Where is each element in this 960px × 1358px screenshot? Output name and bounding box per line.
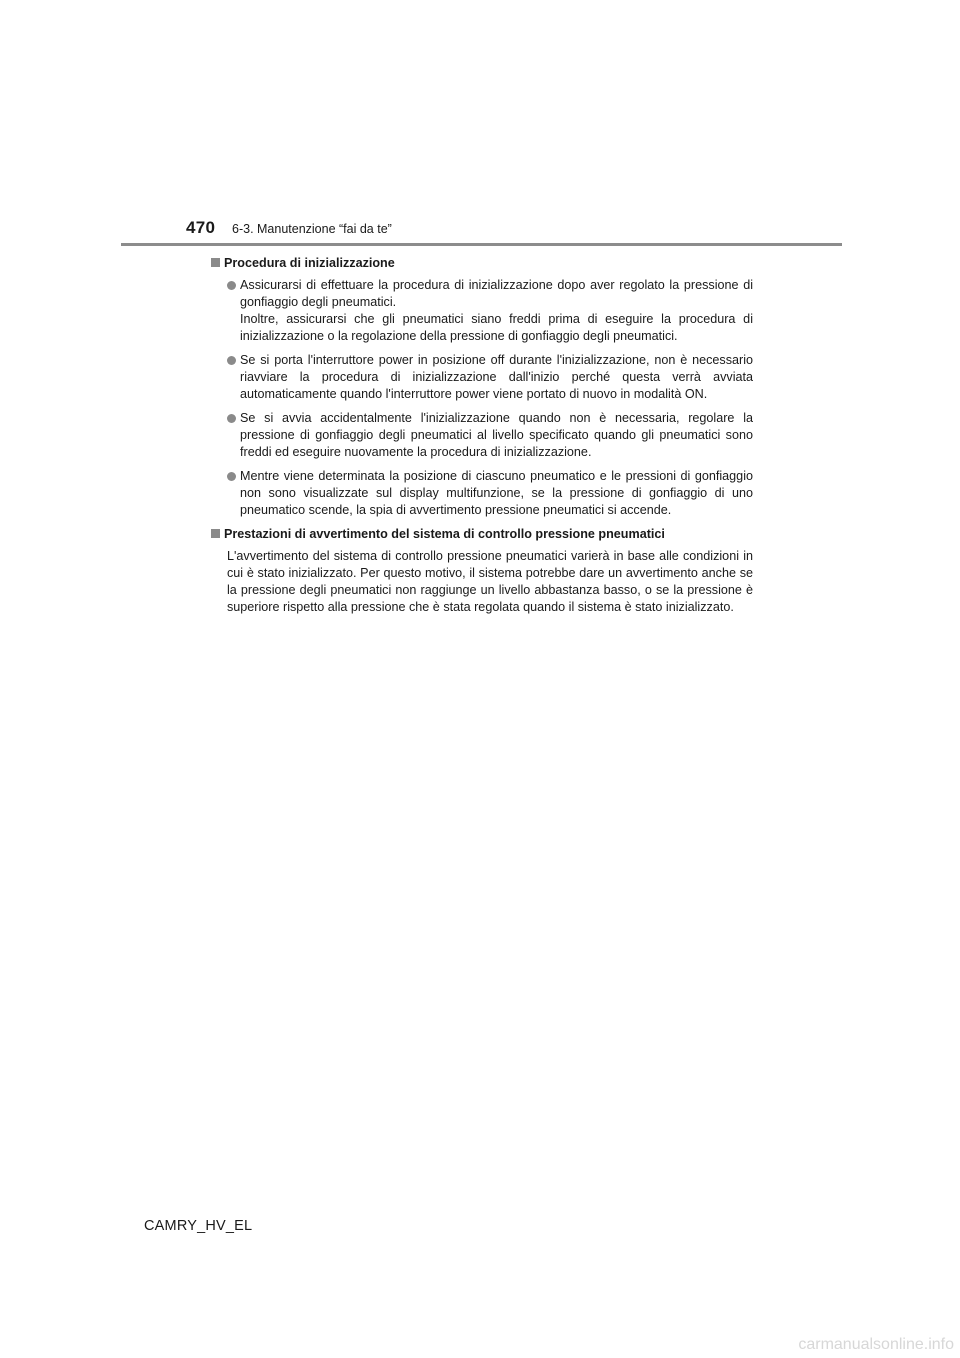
list-item-text	[240, 352, 753, 403]
circle-bullet-icon	[227, 414, 236, 423]
section-title: 6-3. Manutenzione “fai da te”	[232, 222, 392, 236]
footer-model-code: CAMRY_HV_EL	[144, 1218, 253, 1234]
paragraph: Se si avvia accidentalmente l'inizializzazione quando non è necessaria, regolare la pressione di gonfiaggio degli pneumatici al livello specificato quando gli pneumatici sono freddi ed eseguire nuovamente la procedura di inizializzazione.	[240, 411, 753, 459]
list-item	[227, 352, 753, 403]
list-item	[227, 277, 753, 345]
paragraph: Inoltre, assicurarsi che gli pneumatici siano freddi prima di eseguire la procedura di inizializzazione o la regolazione della pressione di gonfiaggio degli pneumatici.	[240, 312, 753, 343]
paragraph: L'avvertimento del sistema di controllo pressione pneumatici varierà in base alle condizioni in cui è stato inizializzato. Per questo motivo, il sistema potrebbe dare un avvertimento anche se la pressione degli pneumatici non raggiunge un livello abbastanza basso, o se la pressione è superiore rispetto alla pressione che è stata regolata quando il sistema è stato inizializzato.	[227, 549, 753, 614]
section-heading-initialization	[211, 255, 753, 272]
list-item-text	[240, 410, 753, 461]
circle-bullet-icon	[227, 472, 236, 481]
paragraph: Mentre viene determinata la posizione di ciascuno pneumatico e le pressioni di gonfiaggio non sono visualizzate sul display multifunzione, se la pressione di gonfiaggio di uno pneumatico scende, la spia di avvertimento pressione pneumatici si accende.	[240, 469, 753, 517]
header-divider	[121, 243, 842, 246]
section-heading-text: Prestazioni di avvertimento del sistema di controllo pressione pneumatici	[224, 527, 665, 541]
page-body	[211, 255, 753, 616]
circle-bullet-icon	[227, 281, 236, 290]
paragraph: Assicurarsi di effettuare la procedura di inizializzazione dopo aver regolato la pressione di gonfiaggio degli pneumatici.	[240, 278, 753, 309]
list-item	[227, 468, 753, 519]
section-heading-warning-performance	[211, 526, 753, 543]
section-heading-text: Procedura di inizializzazione	[224, 256, 395, 270]
paragraph: Se si porta l'interruttore power in posizione off durante l'inizializzazione, non è necessario riavviare la procedura di inizializzazione dall'inizio perché questa verrà avviata automaticamente quando l'interruttore power viene portato di nuovo in modalità ON.	[240, 353, 753, 401]
list-item-text	[240, 468, 753, 519]
list-item	[227, 410, 753, 461]
circle-bullet-icon	[227, 356, 236, 365]
list-item-text	[240, 277, 753, 345]
square-bullet-icon	[211, 258, 220, 267]
square-bullet-icon	[211, 529, 220, 538]
watermark: carmanualsonline.info	[798, 1336, 954, 1353]
page-number: 470	[186, 218, 216, 237]
